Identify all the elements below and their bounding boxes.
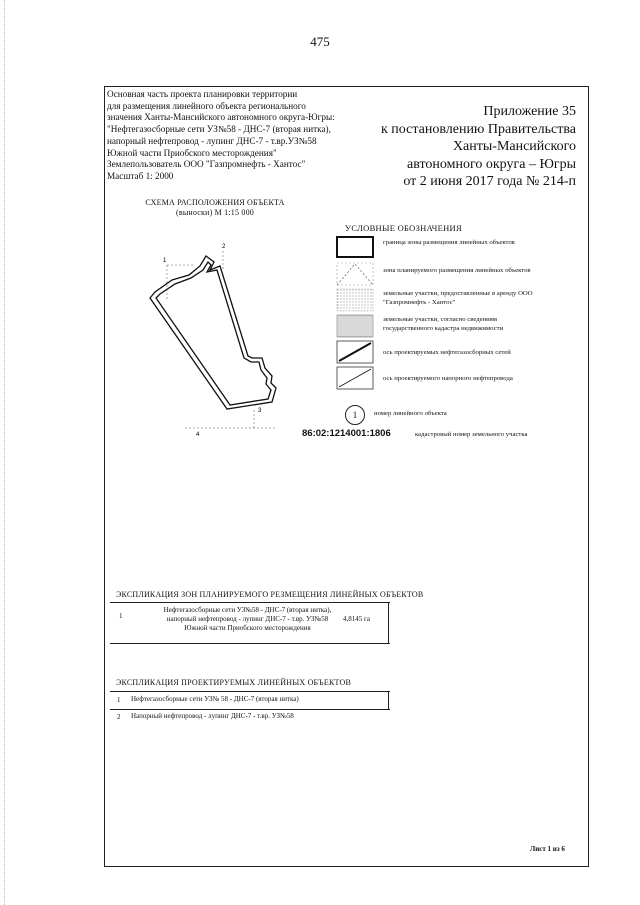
appendix-line: автономного округа – Югры bbox=[407, 156, 576, 172]
legend-text-leased-land: земельные участки, предоставленные в аренду ООО "Газпромнефть - Хантос" bbox=[383, 290, 533, 306]
object-number-text: номер линейного объекта bbox=[374, 410, 447, 417]
zone-row-line: Нефтегазосборные сети УЗ№58 - ДНС-7 (вторая нитка), bbox=[163, 606, 332, 614]
appendix-line: Приложение 35 bbox=[483, 104, 576, 119]
object-row-number: 2 bbox=[117, 713, 121, 721]
leased-land-symbol bbox=[337, 289, 373, 311]
appendix-line: к постановлению Правительства bbox=[380, 121, 576, 137]
cadastral-number: 86:02:1214001:1806 bbox=[302, 428, 391, 439]
header-line: "Нефтегазосборные сети УЗ№58 - ДНС-7 (вторая нитка), bbox=[107, 124, 331, 135]
header-line: Основная часть проекта планировки территории bbox=[107, 89, 298, 99]
scheme-title-text: СХЕМА РАСПОЛОЖЕНИЯ ОБЪЕКТА bbox=[145, 198, 285, 207]
zones-explication-rule bbox=[110, 602, 390, 603]
appendix-block bbox=[360, 103, 576, 191]
callout-label: 4 bbox=[196, 432, 200, 438]
cadastre-land-symbol bbox=[337, 315, 373, 337]
appendix-line: от 2 июня 2017 года № 214-п bbox=[403, 174, 576, 189]
legend-title: УСЛОВНЫЕ ОБОЗНАЧЕНИЯ bbox=[345, 223, 462, 233]
project-header bbox=[107, 89, 387, 183]
header-line: Южной части Приобского месторождения" bbox=[107, 147, 277, 158]
zone-outline-outer bbox=[150, 256, 276, 409]
object-row-number: 1 bbox=[117, 696, 121, 704]
object-number-symbol: 1 bbox=[345, 405, 365, 425]
legend-text-pressure-axis: ось проектируемого напорного нефтепровода bbox=[383, 375, 513, 382]
gathering-axis-symbol bbox=[337, 341, 373, 363]
legend-text-planned-zone: зона планируемого размещения линейных объектов bbox=[383, 267, 531, 274]
zones-table-border bbox=[388, 602, 389, 643]
page-number: 475 bbox=[310, 34, 330, 49]
legend-text-gathering-axis: ось проектируемых нефтегазосборных сетей bbox=[383, 349, 511, 356]
objects-table-border bbox=[388, 691, 389, 709]
zone-border-symbol bbox=[337, 237, 373, 257]
legend-text-cadastre-land: земельные участки, согласно сведениям государственного кадастра недвижимости bbox=[383, 316, 504, 332]
zone-outline-inner bbox=[156, 262, 271, 405]
legend-text-zone-border: граница зоны размещения линейных объектов bbox=[383, 239, 515, 246]
header-line: напорный нефтепровод - лупинг ДНС-7 - т.вр.УЗ№58 bbox=[107, 135, 317, 146]
objects-explication-title: ЭКСПЛИКАЦИЯ ПРОЕКТИРУЕМЫХ ЛИНЕЙНЫХ ОБЪЕКТОВ bbox=[116, 678, 352, 687]
object-row-text: Напорный нефтепровод - лупинг ДНС-7 - т.вр. УЗ№58 bbox=[131, 712, 294, 720]
callout-label: 3 bbox=[258, 408, 262, 414]
pressure-axis-symbol bbox=[337, 367, 373, 389]
legend-symbols bbox=[334, 235, 378, 395]
cadastral-text: кадастровый номер земельного участка bbox=[415, 431, 528, 438]
zone-row-number: 1 bbox=[119, 612, 123, 620]
scan-edge-dots bbox=[4, 0, 6, 905]
zones-explication-title: ЭКСПЛИКАЦИЯ ЗОН ПЛАНИРУЕМОГО РЕЗМЕЩЕНИЯ ЛИНЕЙНЫХ ОБЪЕКТОВ bbox=[116, 590, 424, 599]
header-line: значения Ханты-Мансийского автономного округа-Югры: bbox=[107, 112, 335, 123]
appendix-line: Ханты-Мансийского bbox=[452, 139, 576, 154]
objects-explication-rule bbox=[110, 691, 390, 692]
scheme-title bbox=[120, 198, 310, 218]
callout-label: 2 bbox=[222, 244, 226, 250]
scheme-subtitle: (выноски) М 1:15 000 bbox=[175, 208, 254, 217]
callout-label: 1 bbox=[163, 258, 167, 264]
planned-zone-symbol bbox=[337, 263, 373, 285]
zone-row-area: 4,8145 га bbox=[343, 615, 370, 623]
header-line: для размещения линейного объекта регионального bbox=[107, 100, 306, 111]
header-line: Землепользователь ООО "Газпромнефть - Хантос" bbox=[107, 159, 306, 170]
zone-row-line: Южной части Приобского месторождения bbox=[184, 624, 311, 632]
sheet-label: Лист 1 из 6 bbox=[530, 845, 565, 853]
object-row-text: Нефтегазосборные сети УЗ№ 58 - ДНС-7 (вторая нитка) bbox=[131, 695, 299, 703]
zone-row-line: напорный нефтепровод - лупинг ДНС-7 - т.вр. УЗ№58 bbox=[166, 615, 329, 623]
objects-explication-rule bbox=[110, 709, 390, 710]
zone-row-description bbox=[140, 606, 355, 633]
location-scheme-map bbox=[140, 240, 280, 440]
zones-explication-rule bbox=[110, 643, 390, 644]
header-line: Масштаб 1: 2000 bbox=[107, 170, 174, 181]
